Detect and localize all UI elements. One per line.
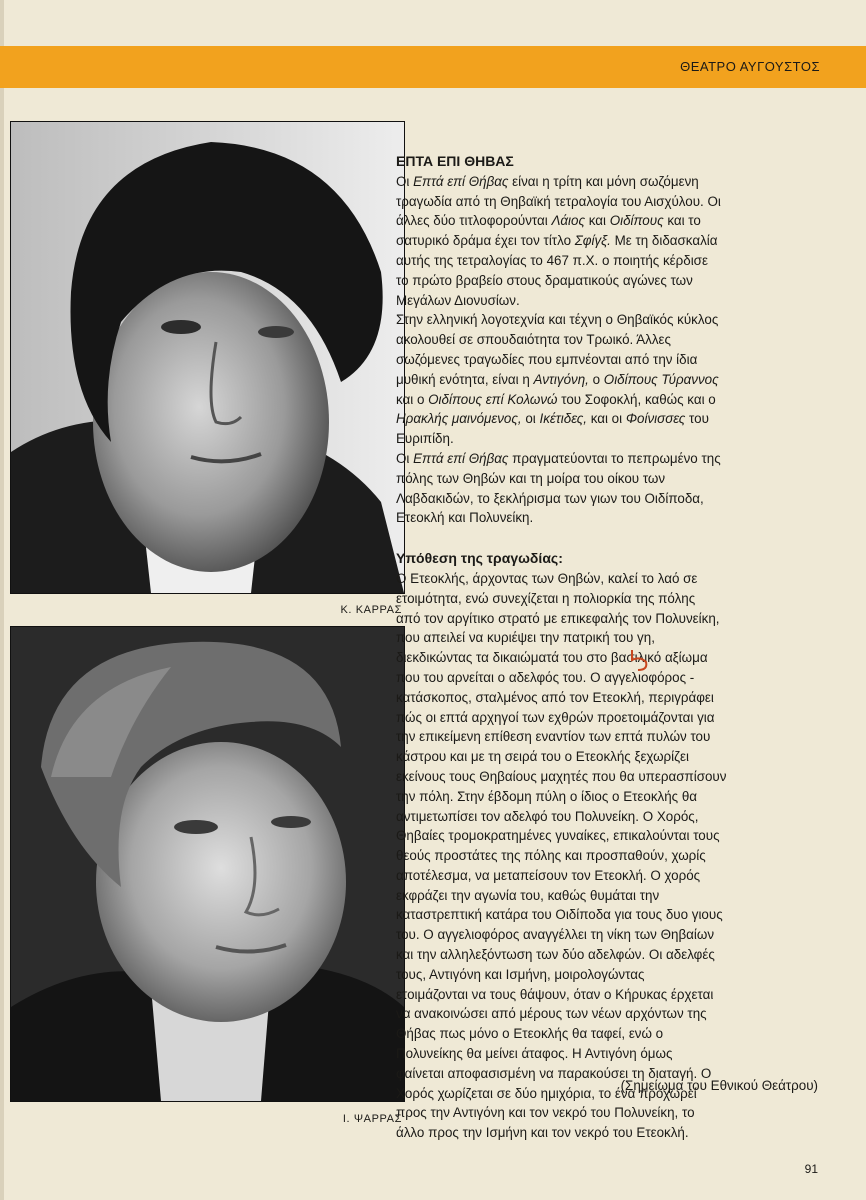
plot-line: ετοιμότητα, ενώ συνεχίζεται η πολιορκία της πόλης [396, 590, 696, 606]
article-body [396, 152, 824, 1143]
text-line [396, 370, 824, 390]
text-span: Οι [396, 173, 414, 189]
text-span: και [584, 213, 610, 229]
plot-line: προς την Αντιγόνη και τον νεκρό του Πολυνείκη, το [396, 1105, 695, 1121]
plot-heading: Υπόθεση της τραγωδίας: [396, 550, 563, 567]
text-line: Ετεοκλή και Πολυνείκη. [396, 510, 534, 526]
plot-line: που απειλεί να κυριέψει την πατρική του γη, [396, 630, 655, 646]
page-edge [0, 0, 4, 1200]
text-span: του [685, 411, 709, 427]
text-line: σωζόμενες τραγωδίες που εμπνέονται από την ίδια [396, 351, 698, 367]
plot-line: και την αλληλεξόντωση των δύο αδελφών. Οι αδελφές [396, 947, 715, 963]
plot-line: εκείνους τους Θηβαίους μαχητές που θα υπερασπίσουν [396, 768, 727, 784]
work-title: Οιδίπους [609, 213, 664, 229]
text-line: Ευριπίδη. [396, 431, 454, 447]
plot-line: φαίνεται αποφασισμένη να παρακούσει τη διαταγή. Ο [396, 1065, 712, 1081]
handwritten-pen-mark [626, 646, 656, 676]
text-line: Λαβδακιδών, το ξεκλήρισμα των γιων του Οιδίποδα, [396, 490, 704, 506]
text-line: Μεγάλων Διονυσίων. [396, 292, 520, 308]
text-span: μυθική ενότητα, είναι η [396, 371, 534, 387]
text-span: άλλες δύο τιτλοφορούνται [396, 213, 552, 229]
work-title: Επτά επί Θήβας [413, 450, 509, 466]
text-line [396, 390, 824, 410]
plot-line: αποτέλεσμα, να μεταπείσουν τον Ετεοκλή. Ο χορός [396, 867, 701, 883]
plot-line: εκφράζει την αγωνία του, καθώς θυμάται την [396, 887, 660, 903]
text-line [396, 231, 824, 251]
work-title: Οιδίπους επί Κολωνώ [428, 391, 558, 407]
photo-caption-karras: Κ. ΚΑΡΡΑΣ [340, 604, 402, 616]
text-line: πόλης των Θηβών και τη μοίρα του οίκου των [396, 470, 666, 486]
text-span: οι [521, 411, 540, 427]
work-title: Σφίγξ. [574, 233, 611, 249]
plot-line: Θηβαίες τρομοκρατημένες γυναίκες, επικαλούνται τους [396, 828, 720, 844]
text-line: Στην ελληνική λογοτεχνία και τέχνη ο Θηβαϊκός κύκλος [396, 312, 719, 328]
header-band [0, 46, 866, 88]
text-span: ο [588, 371, 604, 387]
intro-paragraph [396, 172, 824, 311]
text-line: τραγωδία από τη Θηβαϊκή τετραλογία του Αισχύλου. Οι [396, 193, 721, 209]
text-span: του Σοφοκλή, καθώς και ο [557, 391, 716, 407]
text-line [396, 409, 824, 429]
plot-line: ετοιμάζονται να τους θάψουν, όταν ο Κήρυκας έρχεται [396, 986, 714, 1002]
text-span: και οι [586, 411, 626, 427]
plot-line: του. Ο αγγελιοφόρος αναγγέλλει τη νίκη των Θηβαίων [396, 927, 715, 943]
plot-line: καταστρεπτική κατάρα του Οιδίποδα για τους δυο γιους [396, 907, 723, 923]
plot-line: αντιμετωπίσει τον αδελφό του Πολυνείκη. Ο Χορός, [396, 808, 699, 824]
plot-line: κατάσκοπος, σταλμένος από τον Ετεοκλή, περιγράφει [396, 689, 714, 705]
plot-line: Ο Ετεοκλής, άρχοντας των Θηβών, καλεί το λαό σε [396, 570, 698, 586]
text-line: αυτής της τετραλογίας το 467 π.Χ. ο ποιητής κέρδισε [396, 252, 708, 268]
article-title: ΕΠΤΑ ΕΠΙ ΘΗΒΑΣ [396, 153, 514, 169]
plot-line: Πολυνείκης θα μείνει άταφος. Η Αντιγόνη όμως [396, 1046, 673, 1062]
text-span: και ο [396, 391, 429, 407]
plot-line: την επικείμενη επίθεση εναντίον των επτά πυλών του [396, 729, 711, 745]
plot-line: κάστρου και με τη σειρά του ο Ετεοκλής ξεχωρίζει [396, 749, 689, 765]
plot-line: που του αρνείται ο αδελφός του. Ο αγγελιοφόρος - [396, 669, 695, 685]
page-number: 91 [804, 1162, 818, 1176]
portrait-photo-karras [10, 121, 405, 594]
context-paragraph [396, 310, 824, 449]
plot-line: διεκδικώντας τα δικαιώματά του στο βασιλικό αξίωμα [396, 650, 708, 666]
work-title: Ηρακλής μαινόμενος, [396, 411, 522, 427]
text-span: και το [663, 213, 701, 229]
work-title: Φοίνισσες [625, 411, 686, 427]
plot-line: από τον αργίτικο στρατό με επικεφαλής τον Πολυνείκη, [396, 610, 720, 626]
work-title: Οιδίπους Τύραννος [603, 371, 719, 387]
plot-line: τους, Αντιγόνη και Ισμήνη, μοιρολογώντας [396, 966, 645, 982]
plot-paragraph [396, 569, 824, 1143]
source-note: (Σημείωμα του Εθνικού Θεάτρου) [620, 1078, 818, 1093]
work-title: Ικέτιδες, [539, 411, 587, 427]
text-span: πραγματεύονται το πεπρωμένο της [508, 450, 721, 466]
work-title: Αντιγόνη, [533, 371, 589, 387]
work-title: Λάιος [551, 213, 585, 229]
text-line [396, 449, 824, 469]
plot-line: πώς οι επτά αρχηγοί των εχθρών προετοιμάζονται για [396, 709, 715, 725]
text-span: σατυρικό δράμα έχει τον τίτλο [396, 233, 575, 249]
text-span: είναι η τρίτη και μόνη σωζόμενη [508, 173, 699, 189]
plot-line: την πόλη. Στην έβδομη πύλη ο ίδιος ο Ετεοκλής θα [396, 788, 698, 804]
text-line [396, 211, 824, 231]
plot-line: Χορός χωρίζεται σε δύο ημιχόρια, το ένα προχωρεί [396, 1085, 697, 1101]
text-span: Με τη διδασκαλία [610, 233, 718, 249]
text-line: ακολουθεί σε σπουδαιότητα τον Τρωικό. Άλλες [396, 332, 671, 348]
theme-paragraph [396, 449, 824, 528]
plot-line: άλλο προς την Ισμήνη και τον νεκρό του Ετεοκλή. [396, 1125, 689, 1141]
plot-line: Θήβας πως μόνο ο Ετεοκλής θα ταφεί, ενώ ο [396, 1026, 664, 1042]
text-line [396, 172, 824, 192]
plot-line: θεούς προστάτες της πόλης και προσπαθούν, χωρίς [396, 848, 706, 864]
photo-caption-psarras: Ι. ΨΑΡΡΑΣ [342, 1113, 402, 1125]
magazine-title: ΘΕΑΤΡΟ ΑΥΓΟΥΣΤΟΣ [680, 59, 820, 74]
paragraph-gap [396, 528, 824, 549]
text-line: το πρώτο βραβείο στους δραματικούς αγώνες των [396, 272, 693, 288]
text-span: Οι [396, 450, 414, 466]
plot-line: να ανακοινώσει από μέρους των νέων αρχόντων της [396, 1006, 707, 1022]
work-title: Επτά επί Θήβας [413, 173, 509, 189]
portrait-photo-psarras [10, 626, 405, 1102]
